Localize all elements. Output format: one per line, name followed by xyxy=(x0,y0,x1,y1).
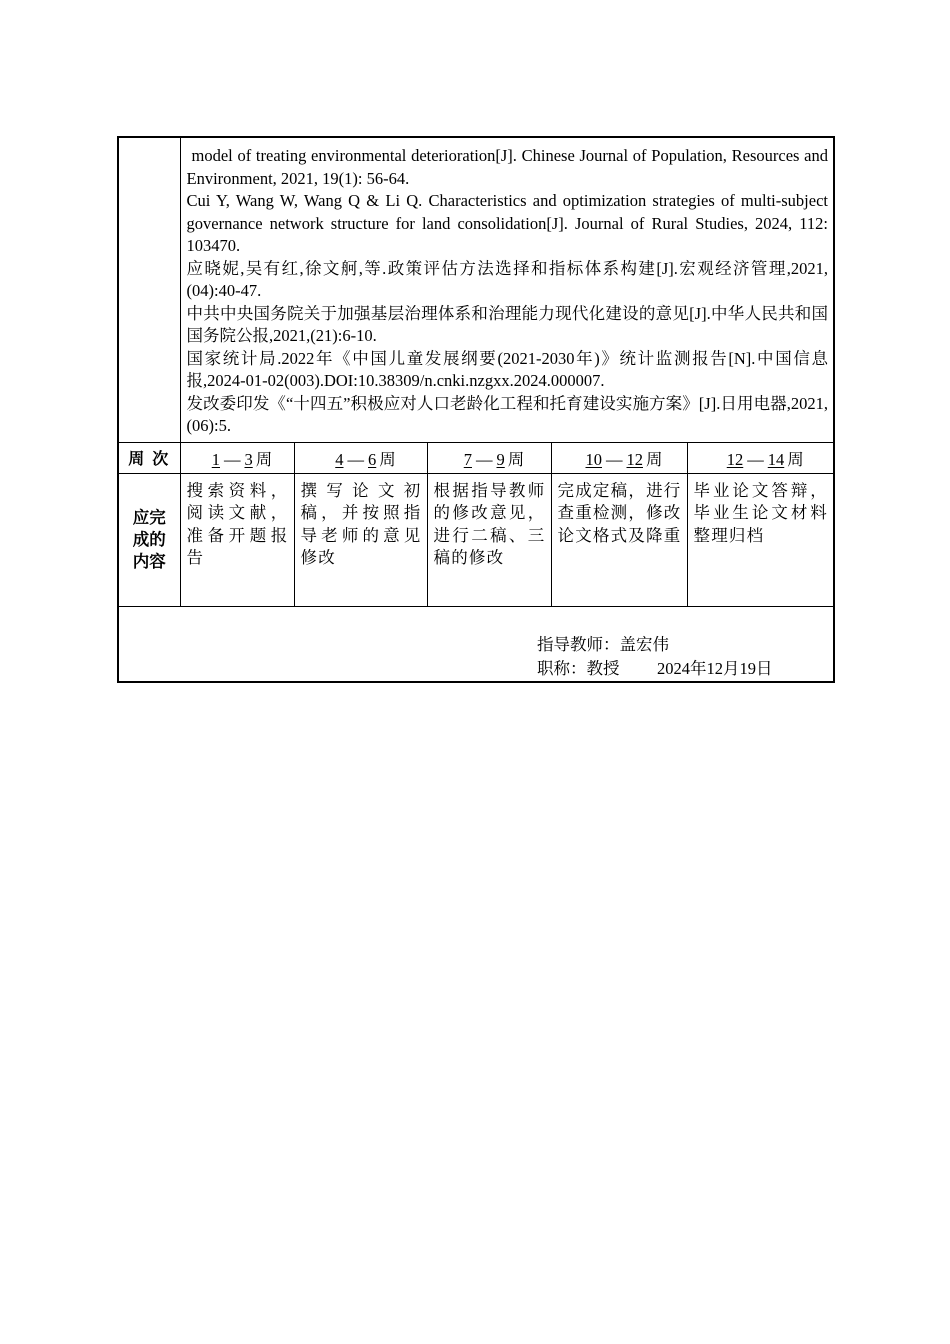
task-cell: 毕业论文答辩，毕业生论文材料整理归档 xyxy=(687,473,834,606)
week-end: 14 xyxy=(767,449,785,469)
references-cell xyxy=(180,137,834,442)
content-header-line: 内容 xyxy=(132,551,166,571)
reference-item: 国家统计局.2022年《中国儿童发展纲要(2021-2030年)》统计监测报告[N].中国信息报,2024-01-02(003).DOI:10.38309/n.cnki.nzgxx.2024.000007. xyxy=(186,348,828,390)
week-unit: 周 xyxy=(255,449,273,469)
reference-item: Cui Y, Wang W, Wang Q & Li Q. Characteristics and optimization strategies of multi-subject governance network structure for land consolidation[J]. Journal of Rural Studies, 2024, 112: 103470. xyxy=(186,191,828,255)
week-dash: — xyxy=(606,449,623,469)
week-unit: 周 xyxy=(646,449,663,469)
week-dash: — xyxy=(476,449,493,469)
signature-cell xyxy=(118,606,834,682)
signature-row xyxy=(118,606,834,682)
title-label: 职称： xyxy=(537,658,587,678)
signature-block xyxy=(537,633,773,681)
week-header: 周次 xyxy=(118,442,180,473)
week-end: 9 xyxy=(496,449,505,469)
week-range-cell xyxy=(180,442,294,473)
title-group xyxy=(537,657,657,681)
week-unit: 周 xyxy=(379,449,396,469)
week-start: 7 xyxy=(463,449,472,469)
task-cell: 完成定稿，进行查重检测，修改论文格式及降重 xyxy=(551,473,687,606)
week-unit: 周 xyxy=(507,449,525,469)
task-cell: 撰写论文初稿，并按照指导老师的意见修改 xyxy=(294,473,427,606)
week-start: 12 xyxy=(726,449,744,469)
week-dash: — xyxy=(747,449,764,469)
advisor-label: 指导教师： xyxy=(537,634,620,654)
task-cell: 搜索资料，阅读文献，准备开题报告 xyxy=(180,473,294,606)
week-range-cell xyxy=(294,442,427,473)
advisor-name: 盖宏伟 xyxy=(619,634,669,654)
reference-item: 中共中央国务院关于加强基层治理体系和治理能力现代化建设的意见[J].中华人民共和国国务院公报,2021,(21):6-10. xyxy=(186,303,828,345)
sign-date: 2024年12月19日 xyxy=(657,658,773,678)
week-range-cell xyxy=(551,442,687,473)
week-end: 6 xyxy=(368,449,377,469)
week-row xyxy=(118,442,834,473)
content-row xyxy=(118,473,834,606)
week-dash: — xyxy=(224,449,241,469)
week-end: 3 xyxy=(244,449,253,469)
title-value: 教授 xyxy=(586,658,620,678)
content-header-line: 成的 xyxy=(132,529,166,549)
references-label-cell xyxy=(118,137,180,442)
reference-item: model of treating environmental deterioration[J]. Chinese Journal of Population, Resources and Environment, 2021, 19(1): 56-64. xyxy=(186,146,828,188)
week-dash: — xyxy=(347,449,364,469)
week-range-cell xyxy=(687,442,834,473)
week-start: 1 xyxy=(211,449,220,469)
reference-item: 发改委印发《“十四五”积极应对人口老龄化工程和托育建设实施方案》[J].日用电器,2021,(06):5. xyxy=(186,393,828,435)
content-header-line: 应完 xyxy=(132,507,166,527)
task-cell: 根据指导教师的修改意见，进行二稿、三稿的修改 xyxy=(427,473,551,606)
week-start: 10 xyxy=(585,449,602,469)
week-range-cell xyxy=(427,442,551,473)
reference-item: 应晓妮,吴有红,徐文舸,等.政策评估方法选择和指标体系构建[J].宏观经济管理,2021,(04):40-47. xyxy=(186,258,828,300)
week-end: 12 xyxy=(626,449,643,469)
title-date-line xyxy=(537,657,773,681)
advisor-line xyxy=(537,633,773,657)
week-start: 4 xyxy=(335,449,344,469)
week-unit: 周 xyxy=(787,449,804,469)
content-header xyxy=(118,473,180,606)
task-form-table xyxy=(117,136,835,683)
references-row xyxy=(118,137,834,442)
